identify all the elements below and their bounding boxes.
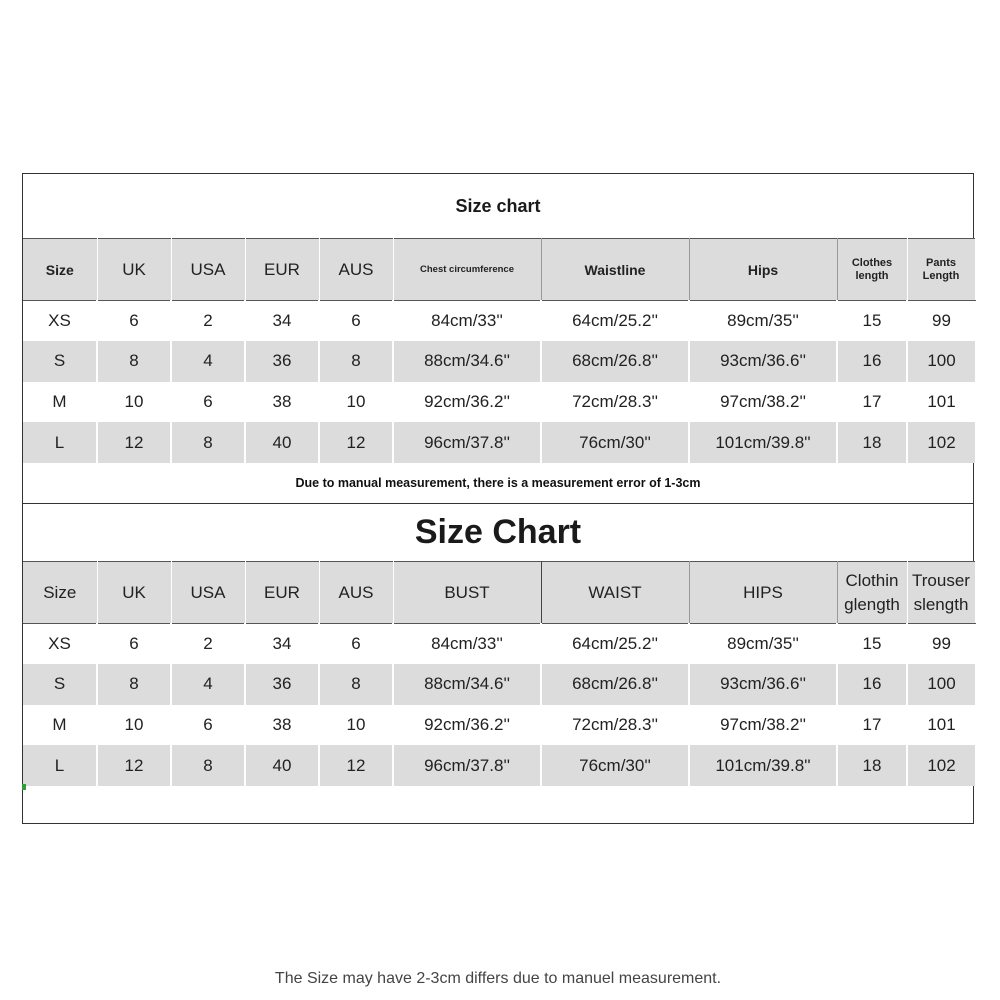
table-cell: 6 xyxy=(97,624,171,665)
table-cell: M xyxy=(23,382,97,423)
table-cell: 40 xyxy=(245,745,319,786)
table-cell: 36 xyxy=(245,664,319,705)
table-cell: 96cm/37.8'' xyxy=(393,745,541,786)
table-cell: 17 xyxy=(837,382,907,423)
chart2-row-l xyxy=(23,745,975,786)
chart1-row-m xyxy=(23,382,975,423)
chart2-header-hips: HIPS xyxy=(689,562,837,624)
chart2-header-bust: BUST xyxy=(393,562,541,624)
chart2-header-size: Size xyxy=(23,562,97,624)
table-cell: 76cm/30'' xyxy=(541,422,689,463)
table-cell: 38 xyxy=(245,382,319,423)
chart2-title: Size Chart xyxy=(414,513,582,551)
table-cell: 18 xyxy=(837,745,907,786)
table-cell: 34 xyxy=(245,624,319,665)
chart1-header-uk: UK xyxy=(97,239,171,301)
table-cell: 101cm/39.8'' xyxy=(689,422,837,463)
chart2-row-s xyxy=(23,664,975,705)
chart2-header-waist: WAIST xyxy=(541,562,689,624)
table-cell: 102 xyxy=(907,745,975,786)
table-cell: 101cm/39.8'' xyxy=(689,745,837,786)
table-cell: 4 xyxy=(171,664,245,705)
chart2-header-usa: USA xyxy=(171,562,245,624)
chart1-header-aus: AUS xyxy=(319,239,393,301)
table-cell: 64cm/25.2'' xyxy=(541,624,689,665)
chart1-row-xs xyxy=(23,301,975,342)
table-cell: 40 xyxy=(245,422,319,463)
table-cell: 102 xyxy=(907,422,975,463)
table-cell: 72cm/28.3'' xyxy=(541,705,689,746)
chart1-table xyxy=(23,238,976,463)
chart1-header-row xyxy=(23,239,975,301)
table-cell: 84cm/33'' xyxy=(393,301,541,342)
table-cell: 64cm/25.2'' xyxy=(541,301,689,342)
table-cell: 15 xyxy=(837,301,907,342)
chart1-header-hips: Hips xyxy=(689,239,837,301)
table-cell: 12 xyxy=(319,422,393,463)
table-cell: 4 xyxy=(171,341,245,382)
table-cell: 88cm/34.6'' xyxy=(393,664,541,705)
table-cell: 8 xyxy=(171,745,245,786)
size-chart-block-2 xyxy=(23,503,973,987)
chart2-note: The Size may have 2-3cm differs due to manuel measurement. xyxy=(274,970,722,987)
chart2-header-clothing-length: Clothin glength xyxy=(837,562,907,624)
table-cell: 96cm/37.8'' xyxy=(393,422,541,463)
chart2-row-xs xyxy=(23,624,975,665)
table-cell: S xyxy=(23,664,97,705)
table-cell: 92cm/36.2'' xyxy=(393,382,541,423)
chart1-header-waistline: Waistline xyxy=(541,239,689,301)
table-cell: 6 xyxy=(171,705,245,746)
table-cell: XS xyxy=(23,301,97,342)
table-cell: 8 xyxy=(171,422,245,463)
table-cell: 10 xyxy=(319,382,393,423)
table-cell: 10 xyxy=(319,705,393,746)
table-cell: L xyxy=(23,422,97,463)
table-cell: 100 xyxy=(907,341,975,382)
table-cell: 8 xyxy=(319,664,393,705)
table-cell: 12 xyxy=(319,745,393,786)
table-cell: 38 xyxy=(245,705,319,746)
table-cell: XS xyxy=(23,624,97,665)
table-cell: 2 xyxy=(171,301,245,342)
table-cell: 68cm/26.8'' xyxy=(541,341,689,382)
size-chart-frame xyxy=(22,173,974,987)
chart1-header-size: Size xyxy=(23,239,97,301)
table-cell: 10 xyxy=(97,705,171,746)
chart1-row-l xyxy=(23,422,975,463)
table-cell: 15 xyxy=(837,624,907,665)
table-cell: 84cm/33'' xyxy=(393,624,541,665)
chart2-header-eur: EUR xyxy=(245,562,319,624)
chart1-note: Due to manual measurement, there is a measurement error of 1-3cm xyxy=(295,475,701,490)
table-cell: 12 xyxy=(97,745,171,786)
table-cell: 89cm/35'' xyxy=(689,624,837,665)
table-cell: 16 xyxy=(837,341,907,382)
table-cell: 89cm/35'' xyxy=(689,301,837,342)
table-cell: 8 xyxy=(97,341,171,382)
corner-mark xyxy=(22,784,26,790)
chart2-header-row xyxy=(23,562,975,624)
table-cell: 36 xyxy=(245,341,319,382)
table-cell: 18 xyxy=(837,422,907,463)
table-cell: 2 xyxy=(171,624,245,665)
table-cell: 76cm/30'' xyxy=(541,745,689,786)
table-cell: S xyxy=(23,341,97,382)
table-cell: 6 xyxy=(171,382,245,423)
chart2-header-uk: UK xyxy=(97,562,171,624)
chart2-header-aus: AUS xyxy=(319,562,393,624)
chart2-row-m xyxy=(23,705,975,746)
table-cell: 8 xyxy=(97,664,171,705)
table-cell: 6 xyxy=(319,301,393,342)
table-cell: 12 xyxy=(97,422,171,463)
chart1-header-usa: USA xyxy=(171,239,245,301)
table-cell: 88cm/34.6'' xyxy=(393,341,541,382)
chart1-row-s xyxy=(23,341,975,382)
table-cell: 6 xyxy=(319,624,393,665)
chart1-header-chest: Chest circumference xyxy=(393,239,541,301)
table-cell: 100 xyxy=(907,664,975,705)
table-cell: 97cm/38.2'' xyxy=(689,705,837,746)
table-cell: 93cm/36.6'' xyxy=(689,341,837,382)
table-cell: 101 xyxy=(907,382,975,423)
table-cell: 101 xyxy=(907,705,975,746)
table-cell: 68cm/26.8'' xyxy=(541,664,689,705)
table-cell: 92cm/36.2'' xyxy=(393,705,541,746)
table-cell: L xyxy=(23,745,97,786)
chart1-header-clothes-length: Clothes length xyxy=(837,239,907,301)
table-cell: 8 xyxy=(319,341,393,382)
table-cell: 99 xyxy=(907,301,975,342)
table-cell: M xyxy=(23,705,97,746)
chart1-title: Size chart xyxy=(455,195,541,216)
table-cell: 6 xyxy=(97,301,171,342)
chart1-header-pants-length: Pants Length xyxy=(907,239,975,301)
chart2-table xyxy=(23,561,976,786)
table-cell: 97cm/38.2'' xyxy=(689,382,837,423)
chart2-header-trousers-length: Trouser slength xyxy=(907,562,975,624)
table-cell: 99 xyxy=(907,624,975,665)
chart1-header-eur: EUR xyxy=(245,239,319,301)
table-cell: 17 xyxy=(837,705,907,746)
table-cell: 72cm/28.3'' xyxy=(541,382,689,423)
table-cell: 93cm/36.6'' xyxy=(689,664,837,705)
table-cell: 10 xyxy=(97,382,171,423)
table-cell: 16 xyxy=(837,664,907,705)
size-chart-block-1 xyxy=(23,174,973,503)
table-cell: 34 xyxy=(245,301,319,342)
